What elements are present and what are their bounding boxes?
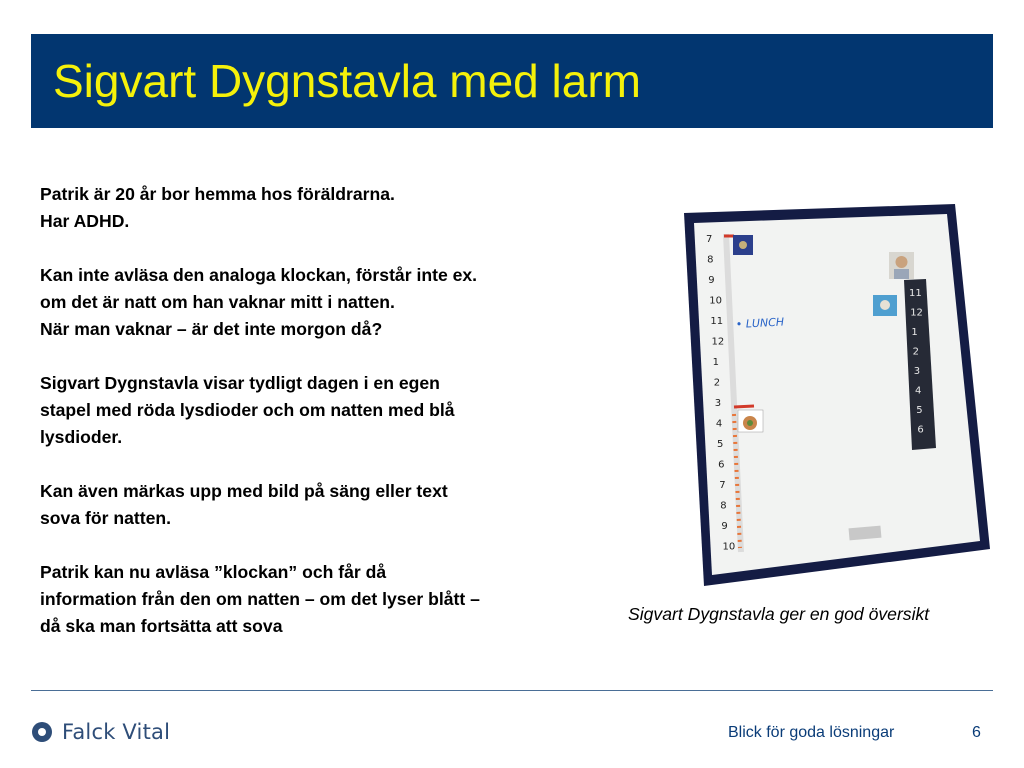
brand-logo [31,718,170,746]
title-bar [31,34,993,128]
paragraph-5 [40,559,630,640]
left-scale-label: 3 [714,398,722,409]
text-line: Patrik är 20 år bor hemma hos föräldrarna. [40,184,395,204]
text-line: lysdioder. [40,427,123,447]
slide-title: Sigvart Dygnstavla med larm [53,55,641,107]
text-line: Kan även märkas upp med bild på säng eller text [40,481,448,501]
left-scale-label: 1 [712,357,719,368]
left-scale-label: 5 [717,439,724,450]
lunch-label: • LUNCH [735,315,785,331]
right-scale-label: 4 [915,385,922,397]
right-scale-label: 3 [913,366,921,377]
left-scale-label: 7 [719,480,726,491]
text-line: information från den om natten – om det lyser blått – [40,589,480,609]
left-scale-label: 8 [707,254,714,266]
left-scale-label: 10 [722,541,736,553]
left-scale-label: 2 [713,377,721,389]
left-scale-label: 4 [715,418,723,430]
left-scale-label: 6 [718,459,725,471]
footer-divider [31,690,993,691]
brand-name: Falck Vital [62,720,171,744]
portrait-head [896,256,908,268]
left-scale-label: 9 [721,521,728,532]
right-scale-label: 1 [911,327,918,338]
plate-card-dot [880,300,890,310]
red-led-header [734,406,754,407]
paragraph-1 [40,181,630,235]
meal-food [747,420,753,426]
left-scale-label: 10 [709,295,723,307]
right-scale-label: 12 [910,307,923,319]
text-line: Kan inte avläsa den analoga klockan, förstår inte ex. [40,265,478,285]
text-line: När man vaknar – är det inte morgon då? [40,319,383,339]
left-scale-label: 9 [708,275,715,286]
right-scale-label: 6 [917,424,924,436]
right-scale-label: 11 [909,288,922,299]
portrait-body [894,269,909,279]
text-line: Patrik kan nu avläsa ”klockan” och får då [40,562,387,582]
paragraph-4 [40,478,630,532]
footer-tagline: Blick för goda lösningar [728,724,895,741]
paragraph-3 [40,370,630,451]
right-scale-label: 2 [912,346,919,358]
text-line: Sigvart Dygnstavla visar tydligt dagen i en egen [40,373,440,393]
falck-logo-icon [31,721,53,743]
left-scale-label: 7 [706,234,713,245]
page-number: 6 [972,724,981,741]
body-text [40,181,630,640]
text-line: då ska man fortsätta att sova [40,616,283,636]
left-scale-label: 11 [710,316,724,327]
text-line: stapel med röda lysdioder och om natten med blå [40,400,455,420]
photo-caption: Sigvart Dygnstavla ger en god översikt [628,604,930,624]
left-scale-label: 12 [711,336,725,348]
dygnstavla-photo [676,200,994,592]
paragraph-2 [40,262,630,343]
text-line: om det är natt om han vaknar mitt i natten. [40,292,395,312]
text-line: Har ADHD. [40,211,130,231]
sleep-card-dot [739,241,747,249]
right-scale-label: 5 [916,405,923,416]
left-scale-label: 8 [720,500,727,512]
text-line: sova för natten. [40,508,171,528]
